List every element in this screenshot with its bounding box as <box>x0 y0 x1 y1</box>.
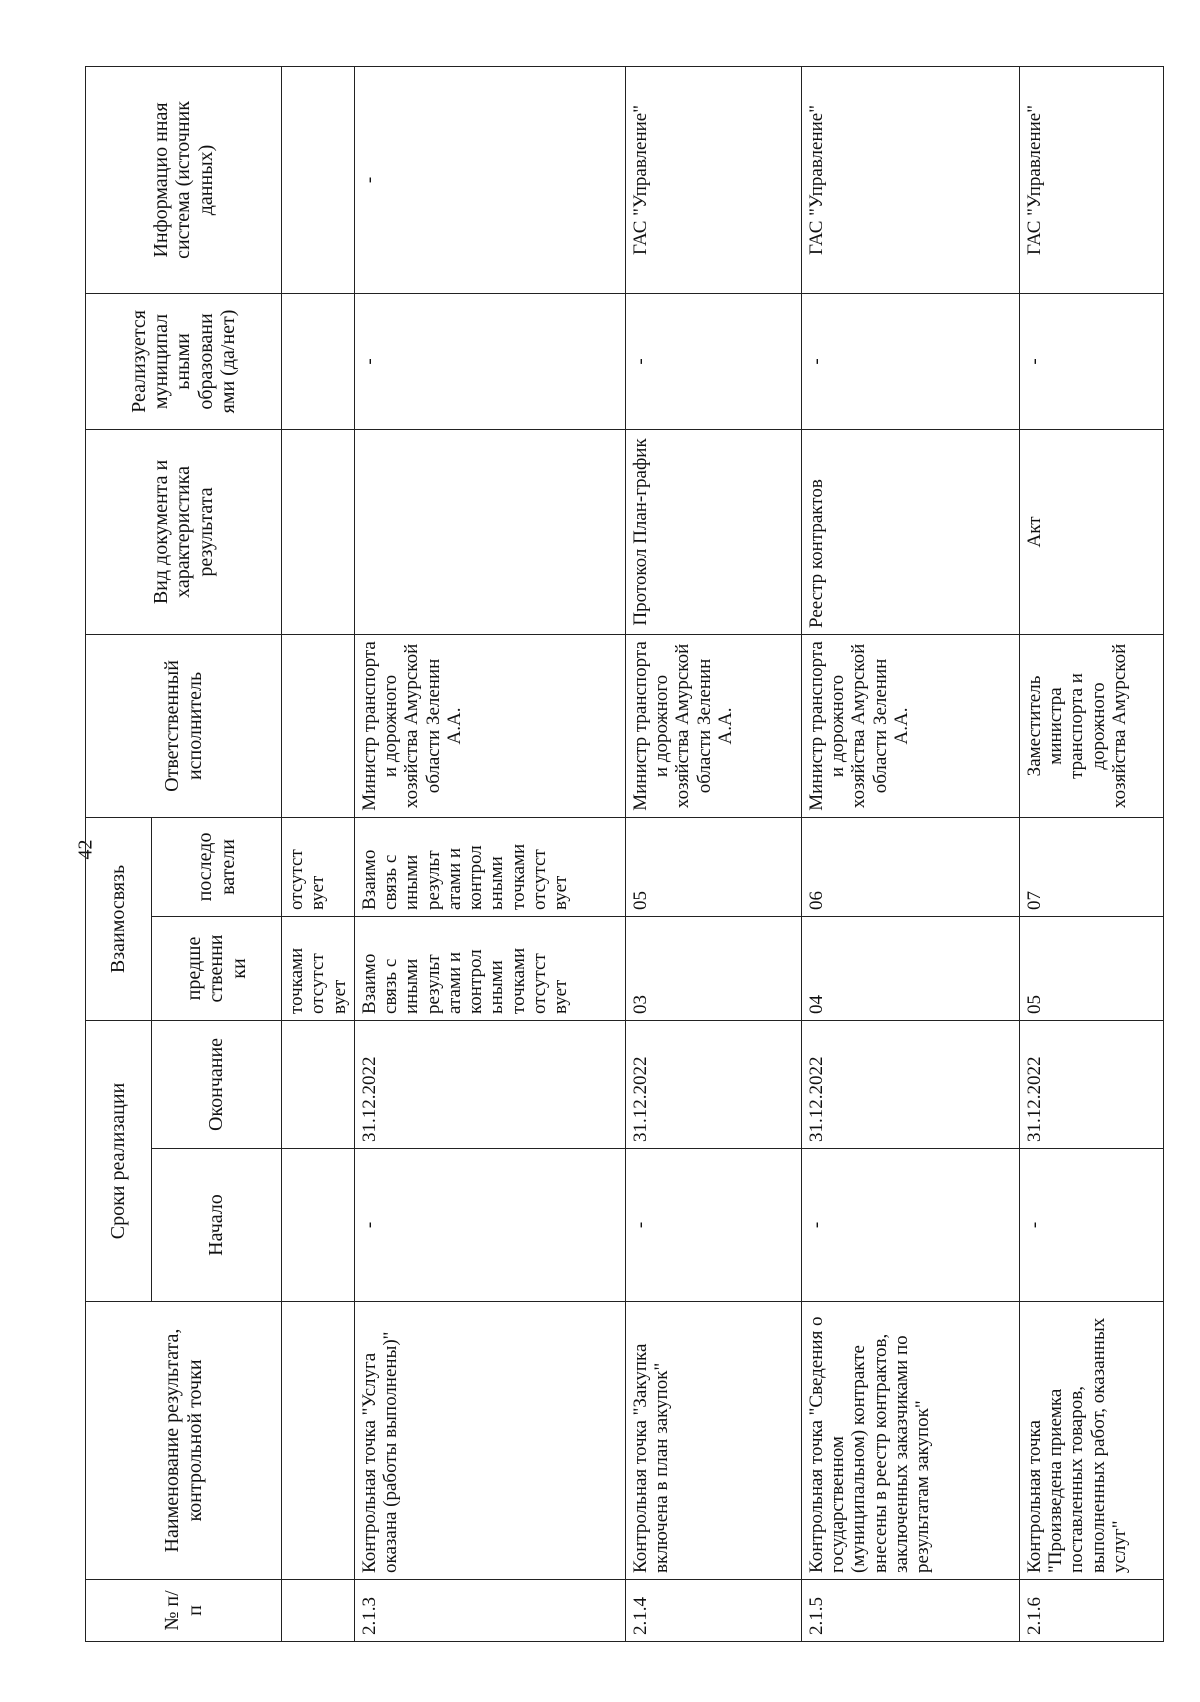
cell-prev: Взаимо связь с иными результ атами и контрол ьными точками отсутст вует <box>354 916 625 1020</box>
cell-num: 2.1.4 <box>625 1580 801 1642</box>
cell-start: - <box>801 1149 1019 1302</box>
cell-name <box>282 1302 355 1580</box>
header-name: Наименование результата, контрольной точки <box>86 1302 282 1580</box>
cell-end: 31.12.2022 <box>801 1020 1019 1148</box>
cell-prev: точками отсутст вует <box>282 916 355 1020</box>
cell-prev: 04 <box>801 916 1019 1020</box>
cell-info-system: ГАС "Управление" <box>1019 66 1163 293</box>
cell-name: Контрольная точка "Сведения о государственном (муниципальном) контракте внесены в реестр контрактов, заключенных заказчиками по результатам закупок" <box>801 1302 1019 1580</box>
cell-start: - <box>354 1149 625 1302</box>
cell-doc-type <box>282 429 355 634</box>
cell-responsible: Министр транспорта и дорожного хозяйства Амурской области Зеленин А.А. <box>625 634 801 817</box>
table-row <box>282 66 355 1641</box>
cell-num: 2.1.5 <box>801 1580 1019 1642</box>
cell-responsible <box>282 634 355 817</box>
page-number: 42 <box>74 839 97 860</box>
table-row <box>801 66 1019 1641</box>
cell-num: 2.1.3 <box>354 1580 625 1642</box>
rotated-table-container <box>85 67 1160 1642</box>
table-row <box>354 66 625 1641</box>
cell-prev: 03 <box>625 916 801 1020</box>
cell-prev: 05 <box>1019 916 1163 1020</box>
cell-info-system: ГАС "Управление" <box>801 66 1019 293</box>
cell-doc-type: Акт <box>1019 429 1163 634</box>
cell-name: Контрольная точка "Закупка включена в план закупок" <box>625 1302 801 1580</box>
header-next: последо ватели <box>152 817 282 916</box>
header-row-1 <box>86 66 152 1641</box>
cell-start: - <box>1019 1149 1163 1302</box>
cell-doc-type: Реестр контрактов <box>801 429 1019 634</box>
cell-start <box>282 1149 355 1302</box>
header-terms: Сроки реализации <box>86 1020 152 1301</box>
cell-name: Контрольная точка "Произведена приемка поставленных товаров, выполненных работ, оказанных услуг" <box>1019 1302 1163 1580</box>
cell-end: 31.12.2022 <box>354 1020 625 1148</box>
table-row <box>625 66 801 1641</box>
cell-name: Контрольная точка "Услуга оказана (работы выполнены)" <box>354 1302 625 1580</box>
header-link: Взаимосвязь <box>86 817 152 1020</box>
cell-end <box>282 1020 355 1148</box>
cell-next: 07 <box>1019 817 1163 916</box>
cell-info-system: - <box>354 66 625 293</box>
header-responsible: Ответственный исполнитель <box>86 634 282 817</box>
header-municipal: Реализуется муниципал ьными образовани ями (да/нет) <box>86 293 282 429</box>
cell-doc-type <box>354 429 625 634</box>
cell-next: 05 <box>625 817 801 916</box>
cell-next: отсутст вует <box>282 817 355 916</box>
cell-end: 31.12.2022 <box>1019 1020 1163 1148</box>
cell-next: 06 <box>801 817 1019 916</box>
header-info-system: Информацио нная система (источник данных) <box>86 66 282 293</box>
cell-doc-type: Протокол План-график <box>625 429 801 634</box>
cell-info-system <box>282 66 355 293</box>
cell-end: 31.12.2022 <box>625 1020 801 1148</box>
cell-num: 2.1.6 <box>1019 1580 1163 1642</box>
cell-responsible: Министр транспорта и дорожного хозяйства Амурской области Зеленин А.А. <box>354 634 625 817</box>
cell-num <box>282 1580 355 1642</box>
cell-municipal: - <box>354 293 625 429</box>
cell-municipal: - <box>1019 293 1163 429</box>
cell-responsible: Заместитель министра транспорта и дорожного хозяйства Амурской <box>1019 634 1163 817</box>
header-num: № п/п <box>86 1580 282 1642</box>
cell-info-system: ГАС "Управление" <box>625 66 801 293</box>
cell-municipal <box>282 293 355 429</box>
control-points-table <box>85 66 1164 1642</box>
cell-start: - <box>625 1149 801 1302</box>
cell-municipal: - <box>801 293 1019 429</box>
header-prev: предше ственни ки <box>152 916 282 1020</box>
header-end: Окончание <box>152 1020 282 1148</box>
header-doc-type: Вид документа и характеристика результата <box>86 429 282 634</box>
table-row <box>1019 66 1163 1641</box>
cell-municipal: - <box>625 293 801 429</box>
cell-next: Взаимо связь с иными результ атами и контрол ьными точками отсутст вует <box>354 817 625 916</box>
cell-responsible: Министр транспорта и дорожного хозяйства Амурской области Зеленин А.А. <box>801 634 1019 817</box>
header-start: Начало <box>152 1149 282 1302</box>
